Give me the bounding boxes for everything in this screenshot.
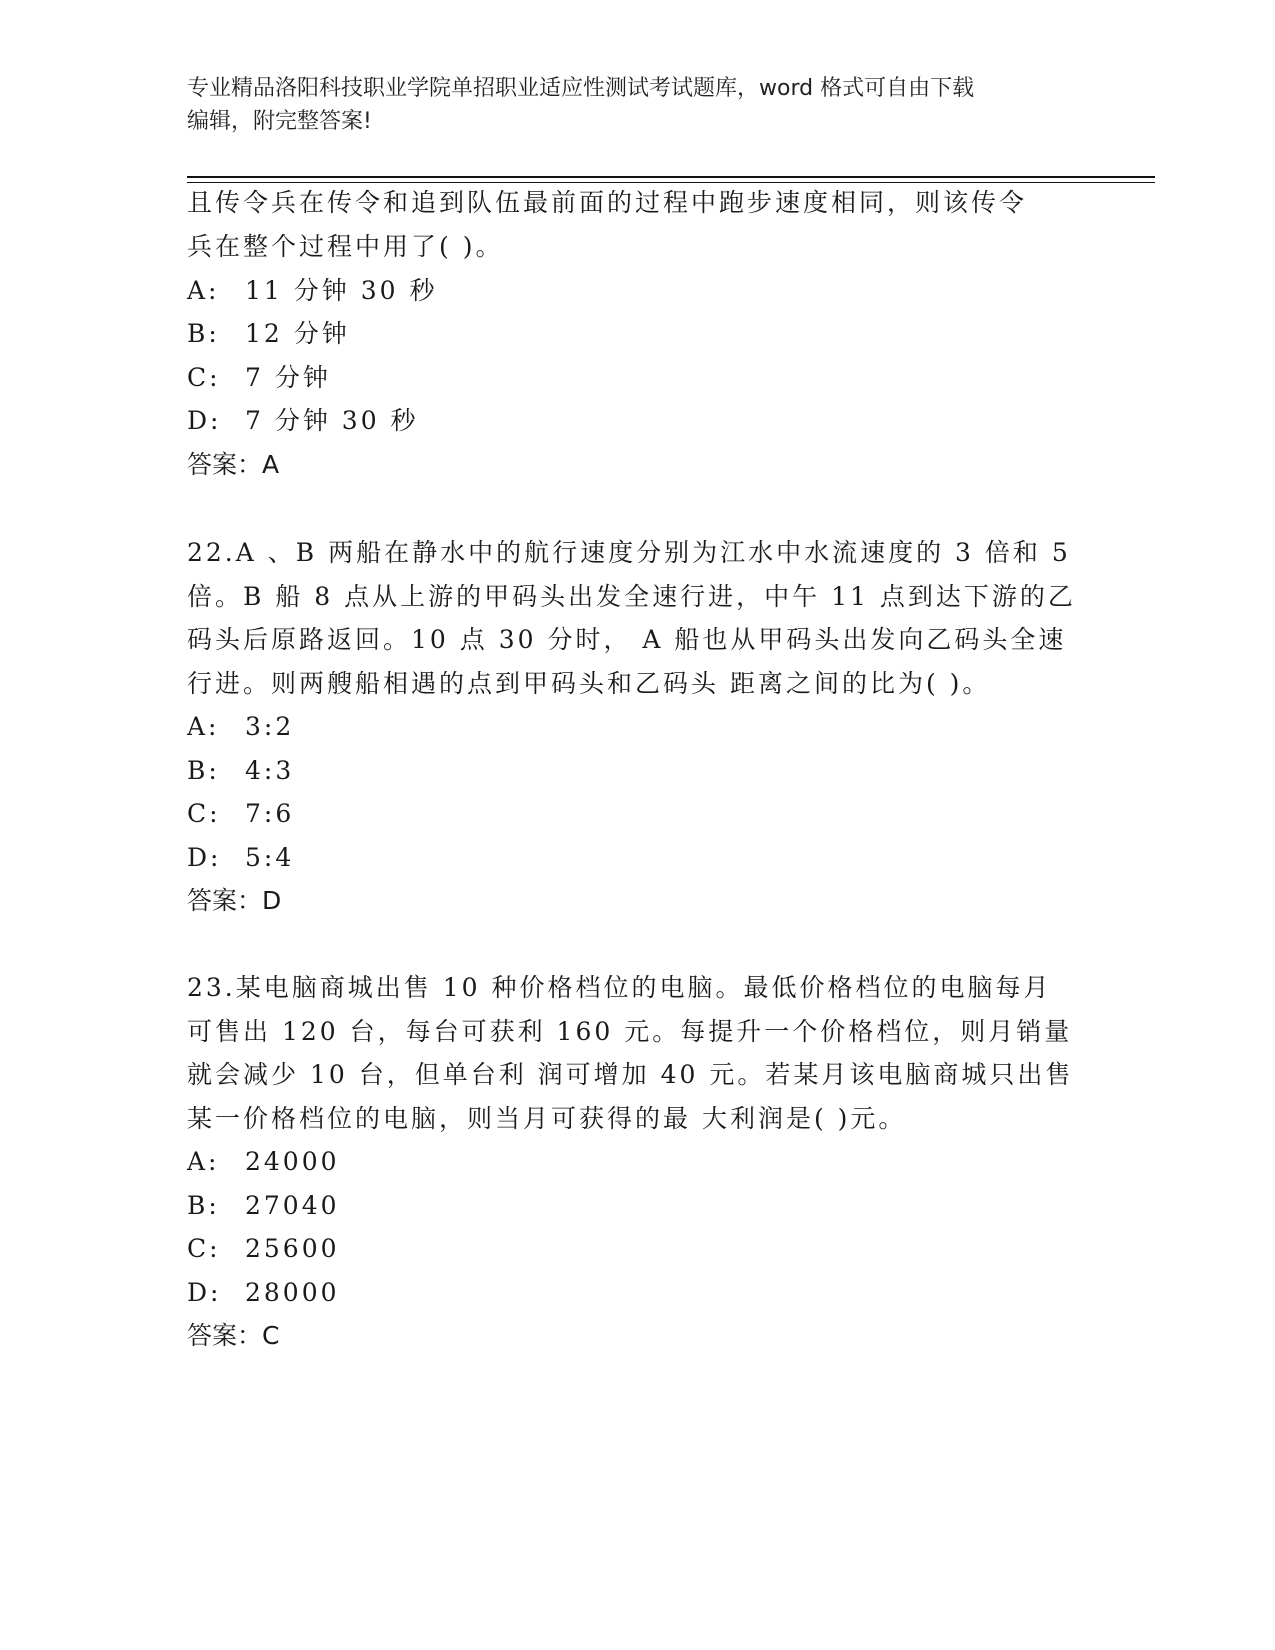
option-text: 25600 <box>245 1234 340 1263</box>
q22-text-line-2: 倍。B 船 8 点从上游的甲码头出发全速行进，中午 11 点到达下游的乙 <box>187 582 1076 611</box>
option-letter: B: <box>187 756 220 785</box>
option-text: 4:3 <box>245 756 295 785</box>
option-text: 28000 <box>245 1278 340 1307</box>
q21-answer: 答案：A <box>187 450 280 479</box>
option-text: 7 分钟 30 秒 <box>245 406 419 435</box>
option-letter: A: <box>187 712 220 741</box>
option-letter: C: <box>187 1234 221 1263</box>
document-header <box>187 72 1087 138</box>
q21-option-a <box>187 273 437 309</box>
q21-text-line-1: 且传令兵在传令和追到队伍最前面的过程中跑步速度相同，则该传令 <box>187 188 1028 217</box>
q21-option-c <box>187 360 331 396</box>
q23-text-line-2: 可售出 120 台，每台可获利 160 元。每提升一个价格档位，则月销量 <box>187 1017 1073 1046</box>
header-title-line-1: 专业精品洛阳科技职业学院单招职业适应性测试考试题库，word 格式可自由下载 <box>187 76 975 101</box>
header-title-line-2: 编辑，附完整答案! <box>187 109 372 134</box>
header-divider-thin <box>187 182 1155 183</box>
option-text: 27040 <box>245 1191 340 1220</box>
option-text: 5:4 <box>245 843 295 872</box>
option-letter: A: <box>187 276 220 305</box>
q22-text-line-3: 码头后原路返回。10 点 30 分时， A 船也从甲码头出发向乙码头全速 <box>187 625 1067 654</box>
q21-option-b <box>187 316 350 352</box>
q22-option-b <box>187 753 294 789</box>
option-text: 3:2 <box>245 712 295 741</box>
q23-text-line-1: 23.某电脑商城出售 10 种价格档位的电脑。最低价格档位的电脑每月 <box>187 973 1052 1002</box>
option-letter: A: <box>187 1147 220 1176</box>
header-divider-thick <box>187 176 1155 178</box>
option-text: 7 分钟 <box>245 363 331 392</box>
q21-option-d <box>187 403 419 439</box>
q23-option-a <box>187 1144 340 1180</box>
q21-text-line-2: 兵在整个过程中用了( )。 <box>187 232 504 261</box>
option-text: 12 分钟 <box>245 319 350 348</box>
option-letter: D: <box>187 1278 222 1307</box>
option-text: 7:6 <box>245 799 295 828</box>
option-text: 11 分钟 30 秒 <box>245 276 438 305</box>
q23-text-line-4: 某一价格档位的电脑，则当月可获得的最 大利润是( )元。 <box>187 1104 907 1133</box>
q22-option-a <box>187 709 294 745</box>
option-letter: B: <box>187 319 220 348</box>
q22-answer: 答案：D <box>187 886 282 915</box>
option-letter: C: <box>187 363 221 392</box>
q23-answer: 答案：C <box>187 1321 280 1350</box>
option-letter: C: <box>187 799 221 828</box>
q22-text-line-4: 行进。则两艘船相遇的点到甲码头和乙码头 距离之间的比为( )。 <box>187 669 991 698</box>
q23-text-line-3: 就会减少 10 台，但单台利 润可增加 40 元。若某月该电脑商城只出售 <box>187 1060 1074 1089</box>
q22-text-line-1: 22.A 、B 两船在静水中的航行速度分别为江水中水流速度的 3 倍和 5 <box>187 538 1071 567</box>
option-letter: D: <box>187 406 222 435</box>
q23-option-d <box>187 1275 340 1311</box>
q23-option-c <box>187 1231 340 1267</box>
q22-option-c <box>187 796 294 832</box>
option-text: 24000 <box>245 1147 340 1176</box>
option-letter: B: <box>187 1191 220 1220</box>
q23-option-b <box>187 1188 340 1224</box>
q22-option-d <box>187 840 294 876</box>
option-letter: D: <box>187 843 222 872</box>
